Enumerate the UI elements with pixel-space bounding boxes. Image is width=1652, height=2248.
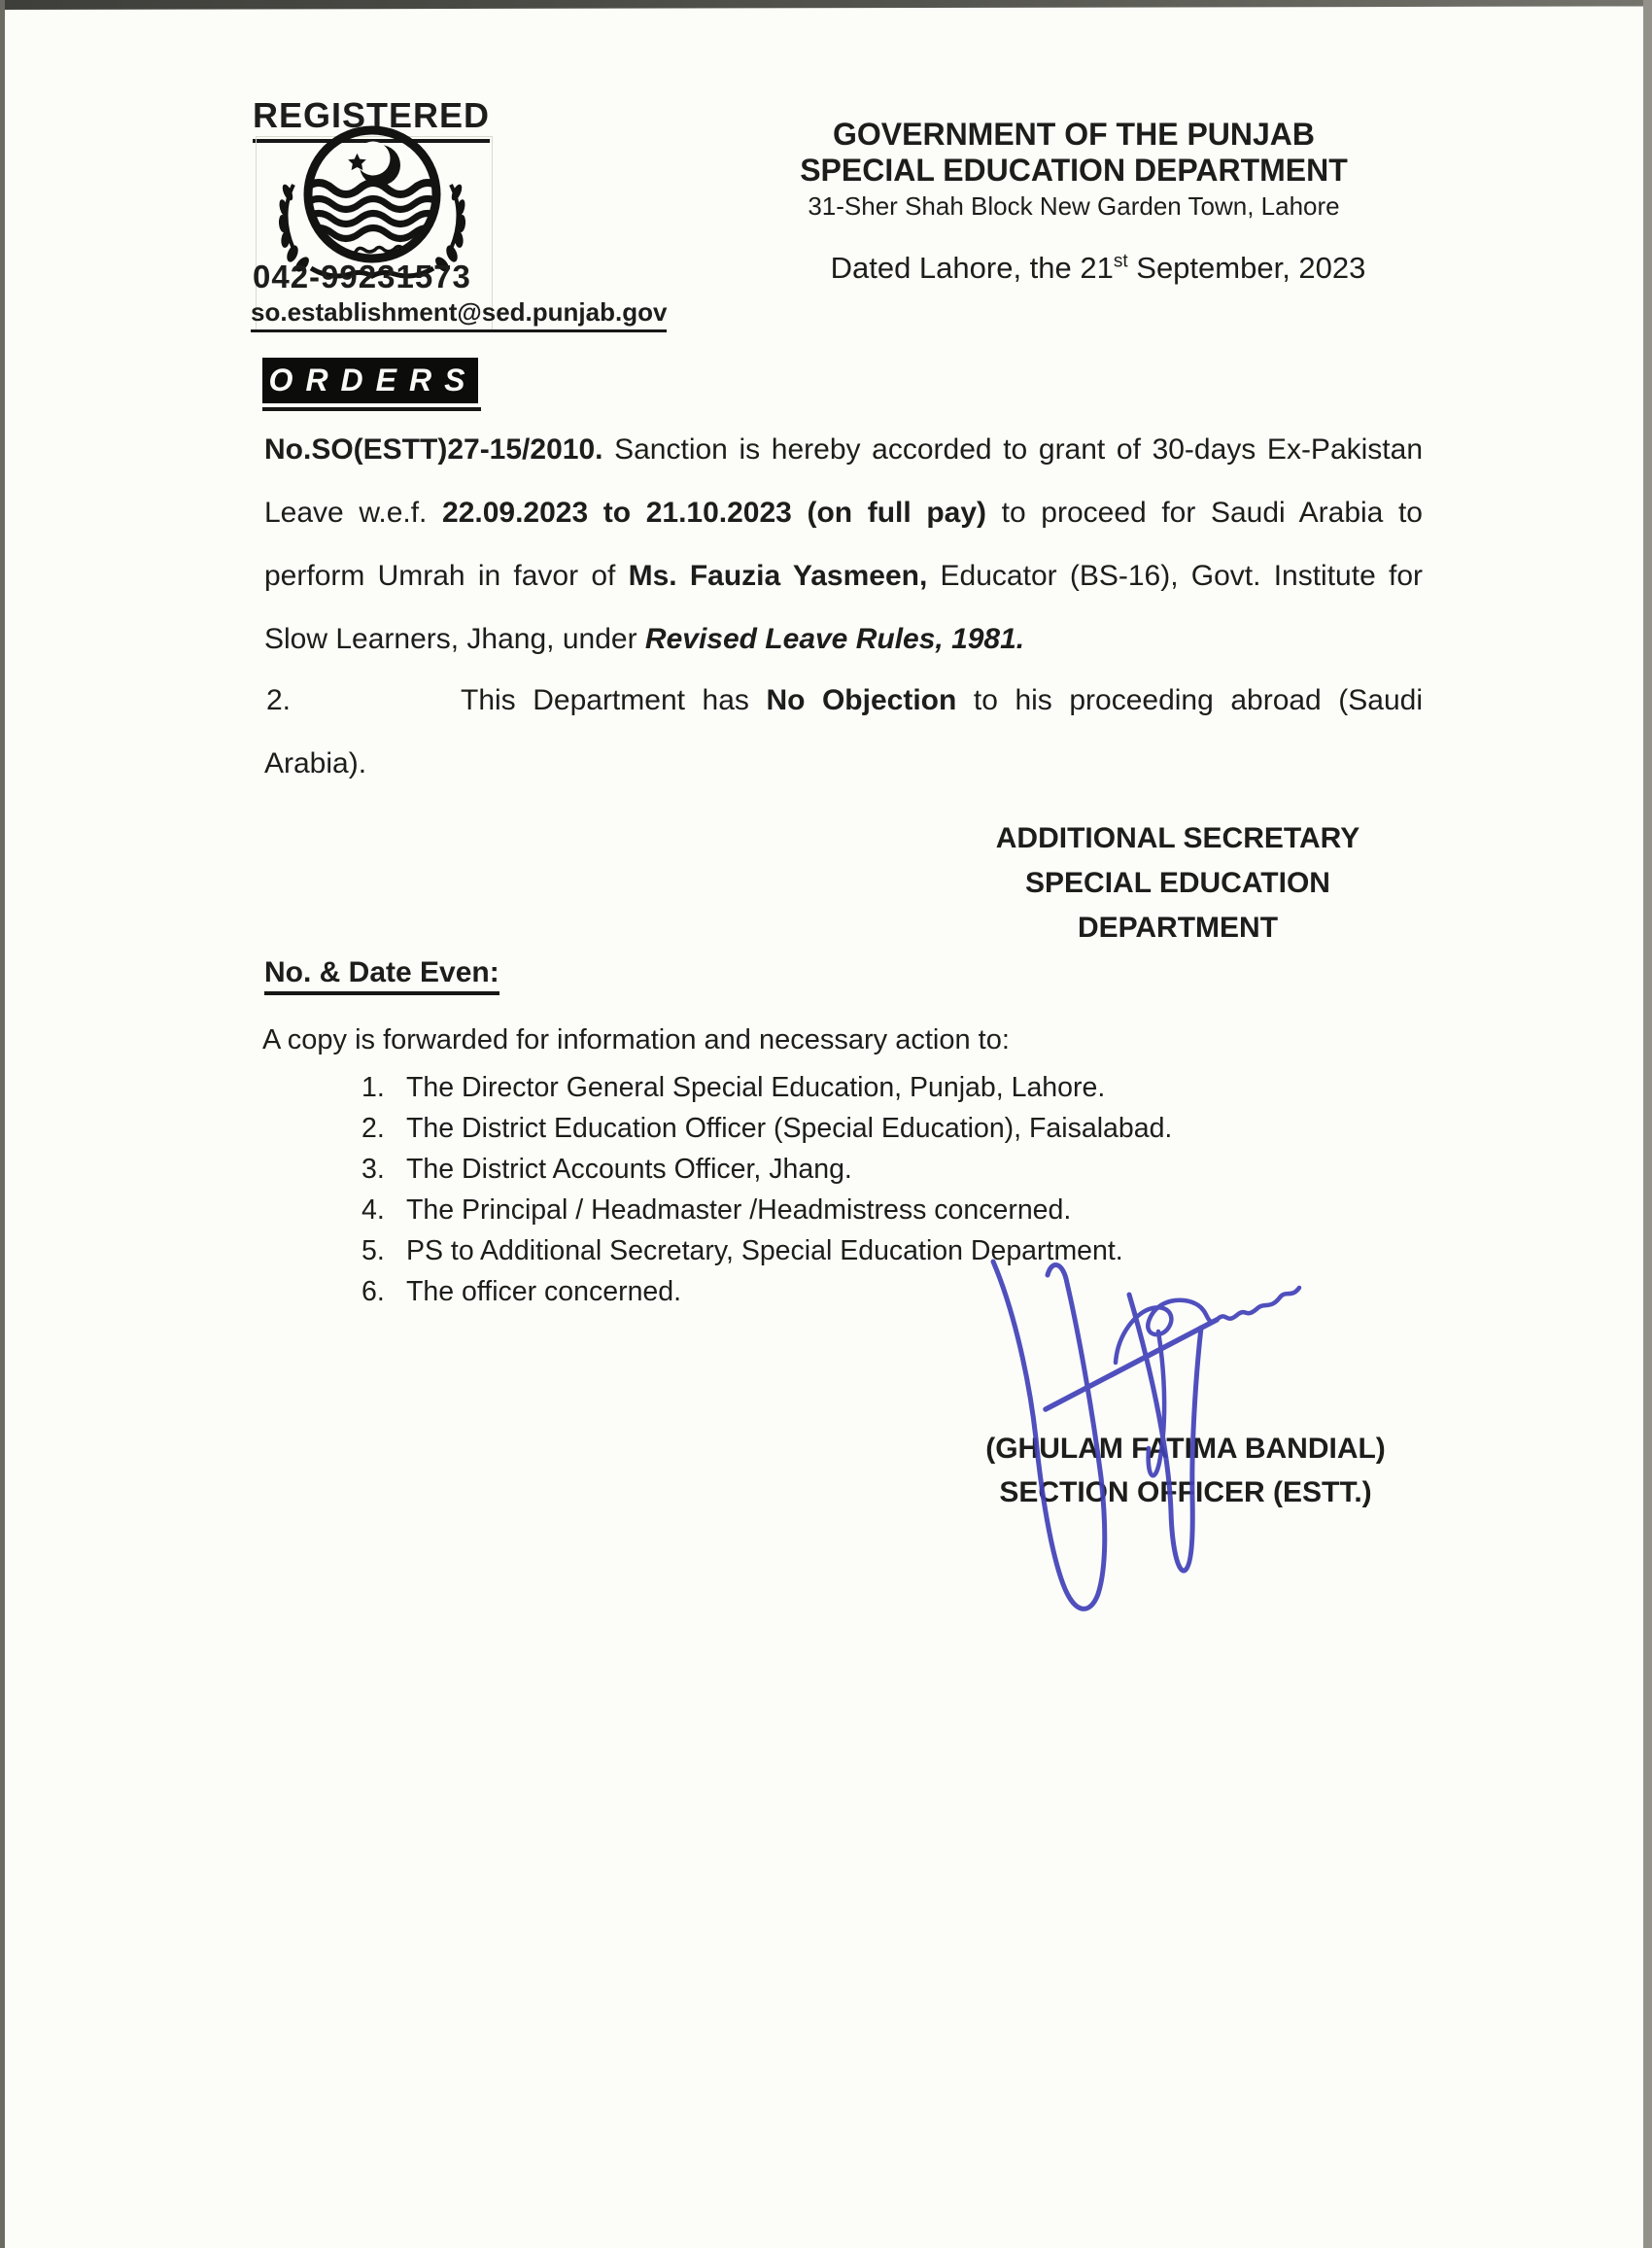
government-title: GOVERNMENT OF THE PUNJAB — [832, 117, 1316, 152]
leave-rules-reference: Revised Leave Rules, 1981. — [644, 623, 1025, 655]
scan-edge-left — [0, 0, 5, 2248]
scan-edge-top — [0, 0, 1652, 10]
email-address: so.establishment@sed.punjab.gov — [251, 297, 667, 332]
recipient-text: The Principal / Headmaster /Headmistress concerned. — [406, 1194, 1072, 1226]
crest-waves — [305, 183, 441, 260]
registered-label: REGISTERED — [253, 95, 490, 143]
signatory-additional-secretary — [983, 816, 1372, 951]
department-address: 31-Sher Shah Block New Garden Town, Lahore — [808, 191, 1340, 221]
signatory-line-2: SPECIAL EDUCATION — [1025, 867, 1330, 899]
recipient-number: 5. — [361, 1235, 385, 1266]
date-suffix: September, 2023 — [1127, 251, 1366, 285]
date-prefix: Dated Lahore, the 21 — [830, 251, 1114, 285]
paragraph-2-text-2: to his proceeding abroad (Saudi Arabia). — [264, 684, 1424, 779]
order-paragraph-2 — [264, 669, 1423, 795]
order-text-2: to proceed for Saudi Arabia to perform Umrah in favor of — [264, 497, 1423, 592]
recipient-text: The officer concerned. — [406, 1276, 682, 1307]
recipient-number: 1. — [361, 1072, 385, 1103]
order-text-3: Educator (BS-16), Govt. Institute for Slow Learners, Jhang, under — [264, 560, 1423, 655]
list-item — [361, 1190, 1172, 1230]
scan-edge-right — [1643, 0, 1652, 2248]
signatory-title: SECTION OFFICER (ESTT.) — [999, 1476, 1372, 1508]
signatory-name: (GHULAM FATIMA BANDIAL) — [985, 1433, 1386, 1465]
no-objection-emphasis: No Objection — [766, 684, 957, 716]
forwarding-line: A copy is forwarded for information and necessary action to: — [262, 1024, 1010, 1055]
order-paragraph-1 — [264, 418, 1423, 671]
orders-heading: ORDERS — [262, 358, 478, 403]
paragraph-2-number: 2. — [266, 684, 292, 716]
leave-dates: 22.09.2023 to 21.10.2023 (on full pay) — [442, 497, 987, 529]
handwritten-signature — [923, 1234, 1390, 1701]
order-reference: No.SO(ESTT)27-15/2010. — [264, 433, 603, 466]
recipient-text: The District Education Officer (Special Education), Faisalabad. — [406, 1113, 1173, 1144]
recipient-text: The District Accounts Officer, Jhang. — [406, 1154, 852, 1185]
list-item — [361, 1149, 1172, 1190]
recipient-text: PS to Additional Secretary, Special Education Department. — [406, 1235, 1123, 1266]
list-item — [361, 1108, 1172, 1149]
recipient-number: 6. — [361, 1276, 385, 1307]
signatory-line-1: ADDITIONAL SECRETARY — [995, 822, 1360, 854]
recipient-number: 2. — [361, 1113, 385, 1144]
date-ordinal: st — [1113, 251, 1128, 272]
officer-name: Ms. Fauzia Yasmeen, — [628, 560, 928, 592]
signatory-line-3: DEPARTMENT — [1077, 912, 1279, 944]
orders-underline — [262, 407, 481, 411]
department-title: SPECIAL EDUCATION DEPARTMENT — [800, 153, 1348, 188]
paragraph-2-text-1: This Department has — [461, 684, 767, 716]
order-text-1: Sanction is hereby accorded to grant of 30-days Ex-Pakistan Leave w.e.f. — [264, 433, 1423, 529]
recipient-text: The Director General Special Education, Punjab, Lahore. — [406, 1072, 1106, 1103]
phone-number: 042-99231573 — [253, 259, 471, 294]
recipient-number: 3. — [361, 1154, 385, 1185]
endorsement-reference-label: No. & Date Even: — [264, 956, 499, 995]
list-item — [361, 1067, 1172, 1108]
date-line — [816, 251, 1380, 286]
recipient-number: 4. — [361, 1194, 385, 1226]
department-header — [792, 117, 1356, 223]
